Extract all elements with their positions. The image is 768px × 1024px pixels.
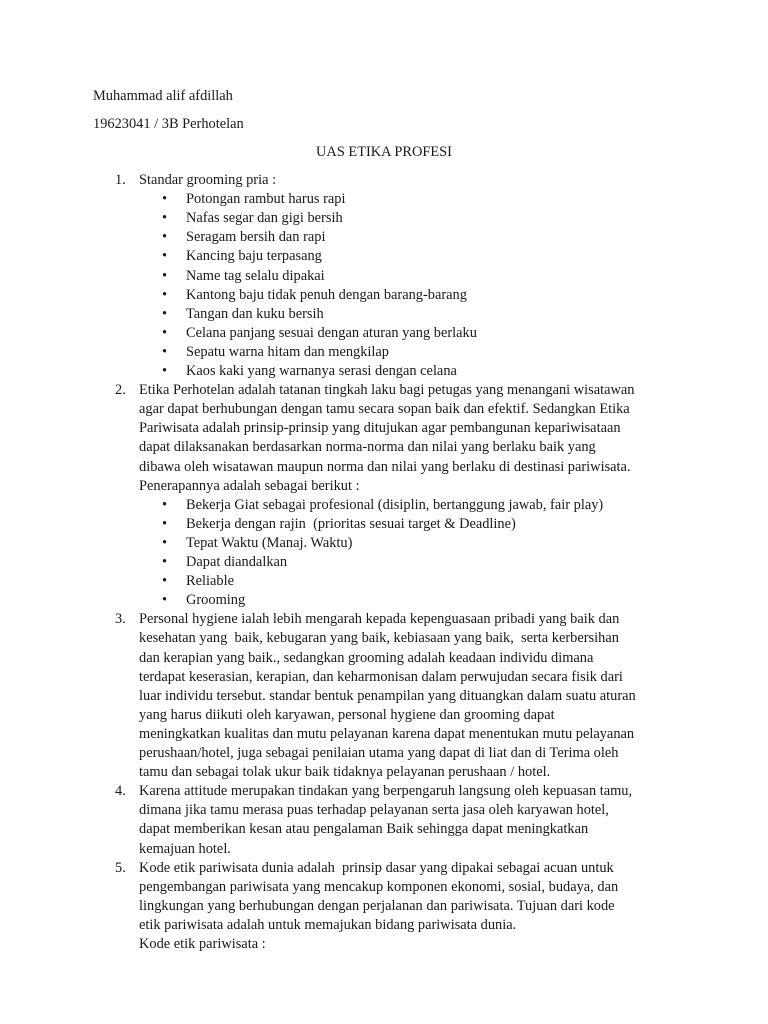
bullet-icon: • <box>162 286 168 303</box>
document-title: UAS ETIKA PROFESI <box>316 144 452 160</box>
author-name: Muhammad alif afdillah <box>93 88 233 104</box>
bullet-item: Nafas segar dan gigi bersih <box>186 210 343 227</box>
bullet-icon: • <box>162 534 168 551</box>
bullet-item: Kancing baju terpasang <box>186 248 322 265</box>
item-number: 1. <box>115 172 126 188</box>
item-text-line: Personal hygiene ialah lebih mengarah kepada kepenguasaan pribadi yang baik dan <box>139 611 620 628</box>
item-text-line: Etika Perhotelan adalah tatanan tingkah laku bagi petugas yang menangani wisatawan <box>139 382 635 399</box>
bullet-icon: • <box>162 324 168 341</box>
item-text-line: dapat memberikan kesan atau pengalaman Baik sehingga dapat meningkatkan <box>139 821 589 838</box>
item-text-line: Penerapannya adalah sebagai berikut : <box>139 477 360 494</box>
bullet-item: Bekerja Giat sebagai profesional (disiplin, bertanggung jawab, fair play) <box>186 496 604 513</box>
item-text-line: pengembangan pariwisata yang mencakup komponen ekonomi, sosial, budaya, dan <box>139 878 619 895</box>
item-text-line: kemajuan hotel. <box>139 840 231 857</box>
bullet-item: Kantong baju tidak penuh dengan barang-barang <box>186 286 467 303</box>
bullet-icon: • <box>162 573 168 590</box>
bullet-item: Bekerja dengan rajin (prioritas sesuai target & Deadline) <box>186 515 516 532</box>
item-text-line: dan kerapian yang baik., sedangkan grooming adalah keadaan individu dimana <box>139 649 594 666</box>
item-text-line: perushaan/hotel, juga sebagai penilaian utama yang dapat di liat dan di Terima oleh <box>139 745 619 761</box>
item-text-line: dimana jika tamu merasa puas terhadap pelayanan serta jasa oleh karyawan hotel, <box>139 802 609 819</box>
bullet-item: Name tag selalu dipakai <box>186 267 325 284</box>
bullet-icon: • <box>162 305 168 322</box>
item-text-line: dapat dilaksanakan berdasarkan norma-norma dan nilai yang berlaku baik yang <box>139 439 596 456</box>
item-number: 2. <box>115 382 126 399</box>
bullet-item: Tangan dan kuku bersih <box>186 305 324 322</box>
bullet-icon: • <box>162 267 168 284</box>
item-text-line: lingkungan yang berhubungan dengan perjalanan dan pariwisata. Tujuan dari kode <box>139 897 615 914</box>
item-text-line: dibawa oleh wisatawan maupun norma dan nilai yang berlaku di destinasi pariwisata. <box>139 458 631 475</box>
bullet-item: Kaos kaki yang warnanya serasi dengan celana <box>186 363 457 379</box>
student-id-class: 19623041 / 3B Perhotelan <box>93 116 244 132</box>
item-text-line: agar dapat berhubungan dengan tamu secara sopan baik dan efektif. Sedangkan Etika <box>139 401 630 418</box>
bullet-item: Potongan rambut harus rapi <box>186 191 346 208</box>
item-text-line: terdapat keserasian, kerapian, dan keharmonisan dalam perwujudan secara fisik dari <box>139 668 623 685</box>
bullet-icon: • <box>162 191 168 208</box>
bullet-icon: • <box>162 229 168 246</box>
bullet-item: Reliable <box>186 573 234 590</box>
item-text-line: tamu dan sebagai tolak ukur baik tidaknya pelayanan perushaan / hotel. <box>139 764 551 781</box>
item-number: 4. <box>115 783 126 800</box>
bullet-icon: • <box>162 248 168 265</box>
bullet-item: Dapat diandalkan <box>186 554 288 570</box>
item-text-line: Karena attitude merupakan tindakan yang berpengaruh langsung oleh kepuasan tamu, <box>139 783 633 800</box>
item-text-line: yang harus diikuti oleh karyawan, personal hygiene dan grooming dapat <box>139 706 555 723</box>
bullet-icon: • <box>162 363 168 379</box>
item-text-line: etik pariwisata adalah untuk memajukan bidang pariwisata dunia. <box>139 916 517 933</box>
item-number: 5. <box>115 859 126 876</box>
item-text-line: kesehatan yang baik, kebugaran yang baik, kebiasaan yang baik, serta kerbersihan <box>139 630 619 647</box>
item-text-line: Kode etik pariwisata : <box>139 936 266 952</box>
item-text-line: meningkatkan kualitas dan mutu pelayanan karena dapat menentukan mutu pelayanan <box>139 725 635 742</box>
bullet-item: Tepat Waktu (Manaj. Waktu) <box>186 534 353 551</box>
bullet-icon: • <box>162 210 168 227</box>
bullet-item: Celana panjang sesuai dengan aturan yang berlaku <box>186 324 477 341</box>
item-text-line: Kode etik pariwisata dunia adalah prinsip dasar yang dipakai sebagai acuan untuk <box>139 859 614 876</box>
bullet-item: Seragam bersih dan rapi <box>186 229 326 246</box>
bullet-icon: • <box>162 343 168 360</box>
item-number: 3. <box>115 611 126 628</box>
bullet-icon: • <box>162 515 168 532</box>
bullet-icon: • <box>162 592 168 609</box>
item-text-line: luar individu tersebut. standar bentuk penampilan yang dituangkan dalam suatu aturan <box>139 687 636 704</box>
item-text-line: Pariwisata adalah prinsip-prinsip yang ditujukan agar pembangunan kepariwisataan <box>139 420 621 437</box>
bullet-item: Sepatu warna hitam dan mengkilap <box>186 343 390 360</box>
bullet-item: Grooming <box>186 592 246 609</box>
bullet-icon: • <box>162 554 168 570</box>
bullet-icon: • <box>162 496 168 513</box>
item-text-line: Standar grooming pria : <box>139 172 277 188</box>
